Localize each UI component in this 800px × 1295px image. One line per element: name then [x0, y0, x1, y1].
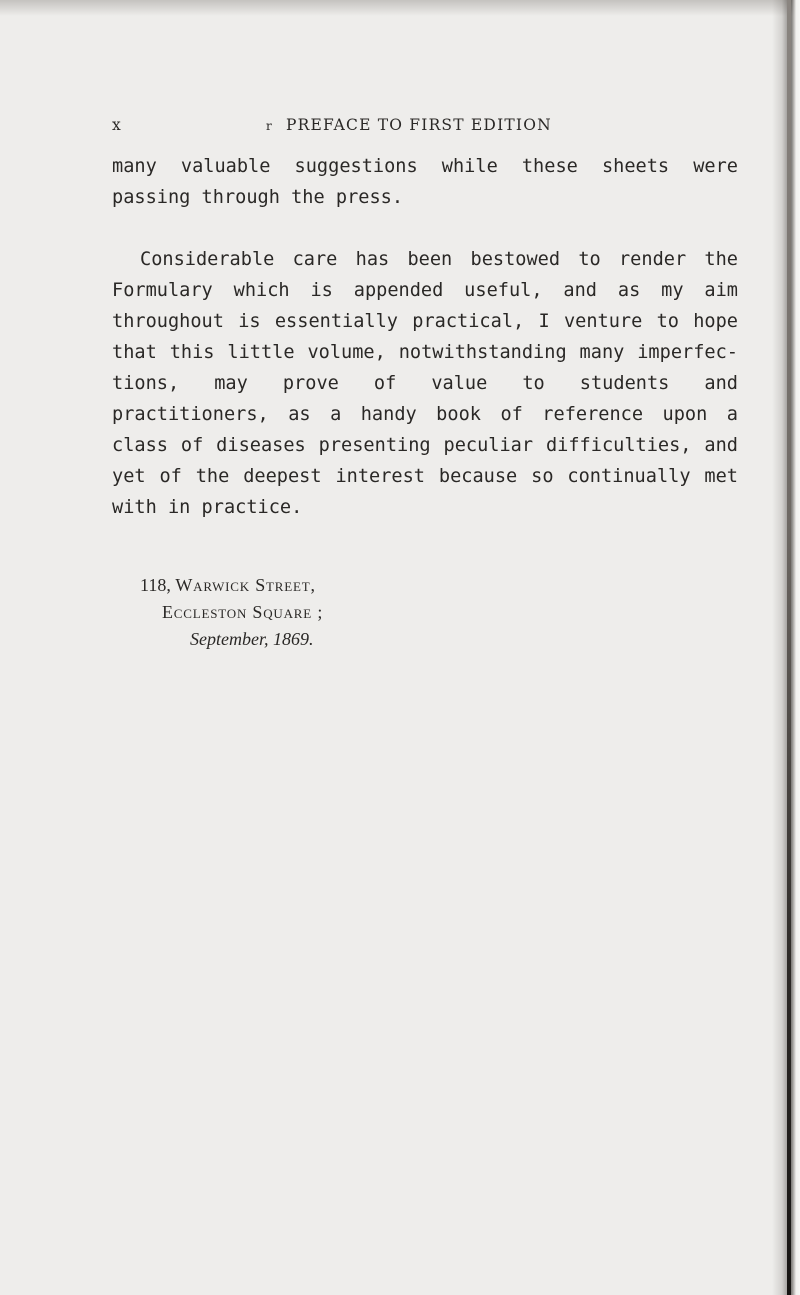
running-head-title: PREFACE TO FIRST EDITION [286, 116, 552, 134]
page-number: x [112, 116, 122, 134]
address-line-2: Eccleston Square ; [162, 602, 324, 622]
street-number: 118, [140, 575, 171, 595]
paragraph-1: many valuable suggestions while these sheets were passing through the press. [112, 156, 738, 208]
signature-block [140, 572, 323, 653]
address-line-1 [140, 572, 323, 599]
street-name: Warwick Street, [175, 575, 316, 595]
body-text [112, 151, 738, 523]
binding-edge-line [787, 0, 791, 1295]
running-head [112, 116, 732, 140]
signature-date: September, 1869. [190, 629, 314, 649]
paragraph-2: Considerable care has been bestowed to render the Formulary which is appended useful, and as my aim throughout is essentially practical, I venture to hope that this little volume, notwithstanding many imperfec-tions, may prove of value to students and practitioners, as a handy book of reference upon a class of diseases presenting peculiar difficulties, and yet of the deepest interest because so continually met with in practice. [112, 249, 738, 518]
binding-edge-shadow [772, 0, 800, 1295]
printer-mark: r [266, 119, 273, 133]
top-edge-shading [0, 0, 800, 16]
